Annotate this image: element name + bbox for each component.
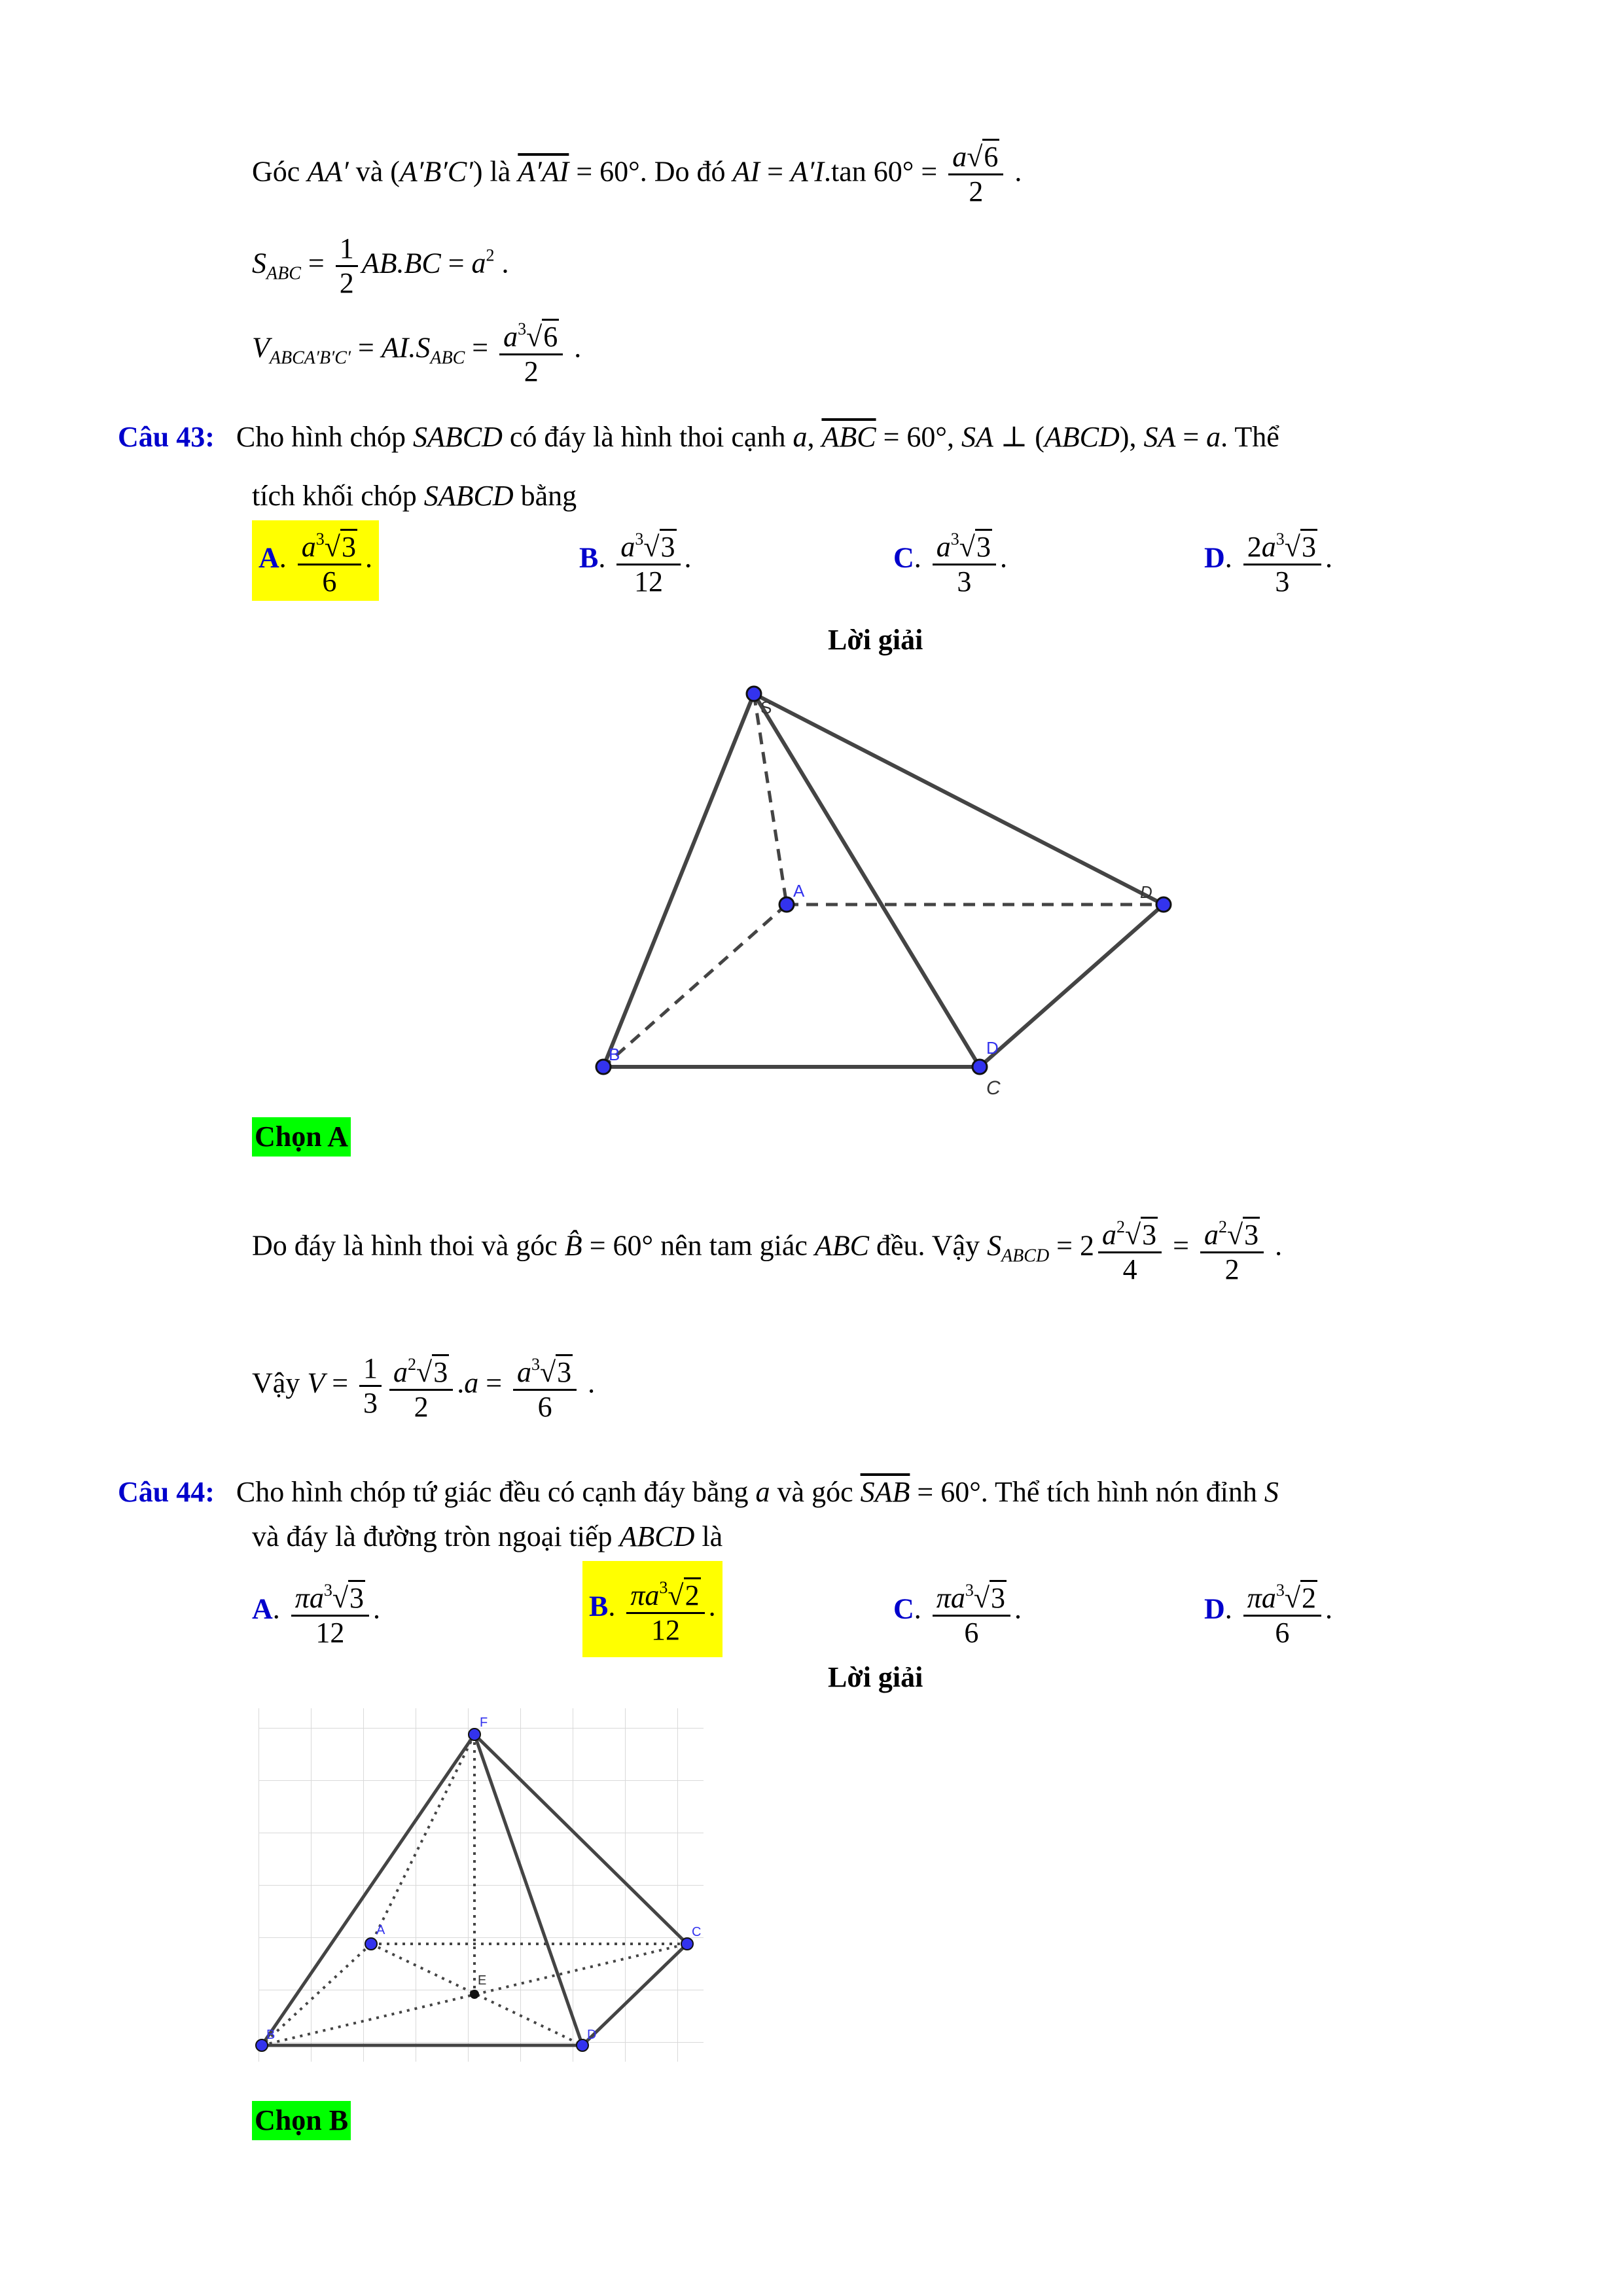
edge-sb — [603, 694, 754, 1067]
q44-line-2: và đáy là đường tròn ngoại tiếp ABCD là — [252, 1520, 723, 1552]
label-e: E — [478, 1973, 487, 1988]
label-c: C — [692, 1925, 702, 1939]
q44-solution-title: Lời giải — [828, 1661, 923, 1693]
q44-option-d[interactable]: D. $\frac{\pi a^3√2}{6}$ . — [1204, 1574, 1332, 1649]
q44-line-1: Câu 44: Cho hình chóp tứ giác đều có cạnh đáy bằng a và góc $\overline{SAB} = 60^\circ$. Thể tích hình nón đỉnh S — [118, 1476, 1279, 1508]
edge-sd — [754, 694, 1164, 905]
edge-ab — [603, 905, 787, 1067]
q43-line-1: Câu 43: Cho hình chóp SABCD có đáy là hình thoi cạnh a, $\overline{ABC} = 60^\circ$, SA ⊥ (ABCD), SA = a. Thể — [118, 421, 1279, 453]
q43-option-d[interactable]: D. $\frac{2a^3√3}{3}$ . — [1204, 523, 1332, 598]
label-b: B — [609, 1045, 620, 1064]
label-d: D — [1140, 882, 1152, 902]
prev-line-3: $V_{ABCA'B'C'} = AI.S_{ABC}$ = $\frac{a^3√6}{2}$ . — [252, 313, 581, 388]
label-d: D — [587, 2028, 597, 2042]
q44-option-a[interactable]: A. $\frac{\pi a^3√3}{12}$ . — [252, 1574, 380, 1649]
q43-line-2: tích khối chóp SABCD bằng — [252, 480, 577, 512]
edge-sa — [754, 694, 787, 905]
q43-solution-title: Lời giải — [828, 624, 923, 656]
edge-cd — [980, 905, 1164, 1067]
point-s — [747, 687, 761, 701]
point-d — [1156, 897, 1171, 912]
q43-label: Câu 43: — [118, 421, 215, 453]
label-c: C — [986, 1077, 1001, 1099]
q43-option-c[interactable]: C. $\frac{a^3√3}{3}$ . — [893, 523, 1007, 598]
prev-line-2: $S_{ABC}$ = $\frac{1}{2}$ $AB.BC = a^2$ . — [252, 232, 509, 299]
q43-option-b[interactable]: B. $\frac{a^3√3}{12}$ . — [579, 523, 692, 598]
point-f — [469, 1729, 480, 1740]
point-a — [779, 897, 794, 912]
q43-pyramid-figure — [576, 668, 1204, 1126]
point-e — [470, 1990, 479, 1999]
label-d-low: D — [986, 1038, 999, 1058]
q44-option-c[interactable]: C. $\frac{\pi a^3√3}{6}$ . — [893, 1574, 1022, 1649]
label-a: A — [376, 1923, 385, 1937]
q43-solution-line-2: Vậy V = $\frac{1}{3}$ $\frac{a^2√3}{2}$ .a = $\frac{a^3√3}{6}$ . — [252, 1348, 595, 1424]
q44-label: Câu 44: — [118, 1476, 215, 1508]
point-c — [972, 1060, 987, 1074]
q44-chosen-answer: Chọn B — [252, 2101, 351, 2140]
prev-line-1: Góc AA′ và (A′B′C′) là A′AI = 60°. Do đó AI = A′I.tan 60° = $\frac{a√6}{2}$ . — [252, 141, 1022, 208]
label-b: B — [266, 2028, 276, 2042]
label-f: F — [480, 1715, 488, 1730]
label-a: A — [793, 881, 805, 901]
q43-chosen-answer: Chọn A — [252, 1117, 351, 1157]
label-s: S — [760, 698, 772, 717]
q43-solution-line-1: Do đáy là hình thoi và góc B̂ = 60° nên tam giác ABC đều. Vậy $S_{ABCD} = 2$ $\frac{a^2√3}{4}$ = $\frac{a^2√3}{2}$ . — [252, 1211, 1282, 1286]
q43-option-a[interactable]: A. $\frac{a^3√3}{6}$ . — [252, 520, 379, 601]
grid-background — [259, 1708, 704, 2062]
point-a — [365, 1938, 377, 1950]
q44-pyramid-figure — [252, 1702, 710, 2068]
point-c — [681, 1938, 693, 1950]
q44-option-b[interactable]: B. $\frac{\pi a^3√2}{12}$ . — [582, 1561, 722, 1657]
